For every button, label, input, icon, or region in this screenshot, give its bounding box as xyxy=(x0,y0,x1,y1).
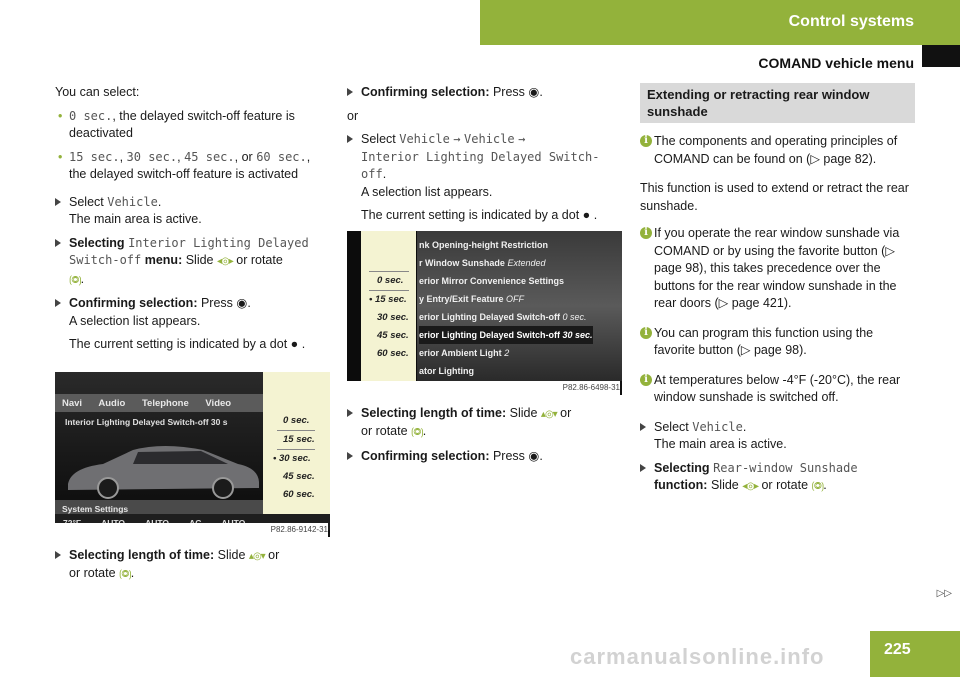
fig2-menu-item: nk Opening-height Restriction xyxy=(419,239,549,250)
figure-caption: P82.86-9142-31 xyxy=(55,523,328,537)
page-number: 225 xyxy=(884,641,911,658)
step-item: Confirming selection: Press ◉. A selection list appears. xyxy=(55,295,330,330)
dot-icon: ● xyxy=(290,337,299,351)
fig2-option: 45 sec. xyxy=(377,329,409,341)
fig2-menu-item: erior Mirror Convenience Settings xyxy=(419,275,565,286)
info-icon: i xyxy=(640,327,652,339)
body-text: This function is used to extend or retract the rear sunshade. xyxy=(640,181,909,213)
option-item: • 15 sec., 30 sec., 45 sec., or 60 sec., the delayed switch-off feature is activated xyxy=(58,149,311,181)
dot-icon: ● xyxy=(582,208,591,222)
info-note: i The components and operating principles of COMAND can be found on (▷ page 82). xyxy=(640,133,915,168)
comand-screen-figure-2 xyxy=(347,231,622,395)
info-icon: i xyxy=(640,135,652,147)
section-title: Control systems xyxy=(788,13,914,30)
slide-horizontal-icon: ◂◎▸ xyxy=(742,481,758,492)
fig2-menu-item: r Window Sunshade Extended xyxy=(419,257,546,268)
fig1-option: 60 sec. xyxy=(283,488,315,500)
header-marker xyxy=(922,45,960,67)
step-arrow-icon xyxy=(347,409,353,417)
fig1-bottom: System Settings xyxy=(62,503,129,514)
fig2-menu-item: erior Ambient Light 2 xyxy=(419,347,510,358)
step-item: Confirming selection: Press ◉. xyxy=(347,84,622,102)
continued-arrow-icon: ▷▷ xyxy=(936,588,952,599)
section-tab xyxy=(480,0,960,45)
option-item: • 0 sec., the delayed switch-off feature is deactivated xyxy=(58,108,295,140)
fig2-menu-item: ator Lighting xyxy=(419,365,474,376)
info-icon: i xyxy=(640,227,652,239)
step-arrow-icon xyxy=(347,452,353,460)
figure-caption: P82.86-6498-31 xyxy=(347,381,620,395)
step-arrow-icon xyxy=(55,551,61,559)
page-subtitle: COMAND vehicle menu xyxy=(758,55,914,71)
fig2-option: • 15 sec. xyxy=(369,293,407,305)
car-illustration xyxy=(63,432,263,502)
column-2: Confirming selection: Press ◉. or Select Vehicle → Vehicle → Interior Lighting Delayed Switch-off. A selection list appears. The current setting is indicated by a dot ● . 0 sec. • 15 sec. 30 sec. 45 sec. 60 sec. nk Opening-height Restriction r Window Sunshade Extended erior Mirror Convenience Settings y Entry/Exit Feature OFF erior Lighting Delayed Switch-off 0 sec. erior Lighting Delayed Switch-off 30 sec. erior Ambient Light 2 ator Lighting P82.86-6498-31 Selecting length of time: Slide ▴◎▾ or or rotate ⟮◎⟯. Confirming selection: Press ◉. xyxy=(347,84,622,471)
page-number-box xyxy=(870,631,960,677)
press-icon: ◉ xyxy=(528,85,540,99)
step-item: Select Vehicle. The main area is active. xyxy=(55,194,330,229)
step-arrow-icon xyxy=(640,464,646,472)
fig2-menu-item: y Entry/Exit Feature OFF xyxy=(419,293,525,304)
comand-screen-figure-1 xyxy=(55,372,330,537)
step-arrow-icon xyxy=(55,299,61,307)
slide-vertical-icon: ▴◎▾ xyxy=(248,550,265,562)
fig2-option: 60 sec. xyxy=(377,347,409,359)
press-icon: ◉ xyxy=(236,296,248,310)
slide-horizontal-icon: ◂◎▸ xyxy=(217,256,233,267)
slide-vertical-icon: ▴◎▾ xyxy=(540,408,557,420)
fig1-menu-line: Interior Lighting Delayed Switch-off 30 s xyxy=(65,416,228,427)
rotate-icon: ⟮◎⟯ xyxy=(811,481,824,492)
section-heading: Extending or retracting rear window sunshade xyxy=(640,83,915,123)
fig2-option: 0 sec. xyxy=(369,271,409,291)
fig2-option: 30 sec. xyxy=(377,311,409,323)
step-item: Confirming selection: Press ◉. xyxy=(347,448,622,466)
step-item: Select Vehicle. The main area is active. xyxy=(640,419,915,454)
fig1-option: 15 sec. xyxy=(277,430,315,450)
fig1-option: 45 sec. xyxy=(283,470,315,482)
rotate-icon: ⟮◎⟯ xyxy=(411,427,423,438)
info-note: i You can program this function using the favorite button (▷ page 98). xyxy=(640,325,915,360)
intro-text: You can select: xyxy=(55,85,140,99)
step-item: Selecting Rear-window Sunshade function: Slide ◂◎▸ or rotate ⟮◎⟯. xyxy=(640,460,915,496)
step-arrow-icon xyxy=(347,135,353,143)
rotate-icon: ⟮◎⟯ xyxy=(69,274,81,286)
fig1-tabs: Navi Audio Telephone Video xyxy=(62,397,232,409)
step-arrow-icon xyxy=(640,423,646,431)
fig2-menu xyxy=(417,231,622,381)
step-item: Selecting Interior Lighting Delayed Switch-off menu: Slide ◂◎▸ or rotate ⟮◎⟯. xyxy=(55,235,330,290)
step-item: Selecting length of time: Slide ▴◎▾ or or rotate ⟮◎⟯. xyxy=(347,405,622,442)
info-note: i At temperatures below -4°F (-20°C), the rear window sunshade is switched off. xyxy=(640,372,915,407)
fig2-option-list xyxy=(361,231,416,381)
step-item: Selecting length of time: Slide ▴◎▾ or or rotate ⟮◎⟯. xyxy=(55,547,330,584)
press-icon: ◉ xyxy=(528,448,540,463)
fig1-option: • 30 sec. xyxy=(273,452,311,464)
column-3 xyxy=(640,84,915,502)
rotate-icon: ⟮◎⟯ xyxy=(119,569,131,580)
step-item: Select Vehicle → Vehicle → Interior Lighting Delayed Switch-off. A selection list appears. xyxy=(347,131,622,201)
fig2-menu-item: erior Lighting Delayed Switch-off 0 sec. xyxy=(419,311,587,322)
step-arrow-icon xyxy=(55,239,61,247)
info-icon: i xyxy=(640,374,652,386)
step-arrow-icon xyxy=(55,198,61,206)
fig1-option: 0 sec. xyxy=(283,414,310,426)
column-1: You can select: • 0 sec., the delayed switch-off feature is deactivated • 15 sec., 30 sec., 45 sec., or 60 sec., the delayed switch-off feature is activated Select Vehicle. The main area is active. Selecting Interior Lighting Delayed Switch-off menu: Slide ◂◎▸ or rotate ⟮◎⟯. Confirming selection: Press ◉. A selection list appears. The current setting is indicated by a dot ● . Navi Audio Telephone Video Interior Lighting Delayed Switch-off 30 s System Settings 0 sec. 15 sec. • 30 sec. 45 sec. 60 sec. P82.86-9142-31 Selecting length of time: Slide ▴◎▾ or or rotate ⟮◎⟯. xyxy=(55,84,330,590)
fig1-option-list xyxy=(263,372,330,514)
step-arrow-icon xyxy=(347,88,353,96)
fig2-menu-item: erior Lighting Delayed Switch-off 30 sec. xyxy=(419,326,593,344)
watermark: carmanualsonline.info xyxy=(570,644,825,669)
info-note: i If you operate the rear window sunshade via COMAND or by using the favorite button (▷ page 98), this takes precedence over the buttons for the rear window sunshade in the rear doors (▷ page 421). xyxy=(640,225,915,313)
or-text: or xyxy=(347,108,359,123)
